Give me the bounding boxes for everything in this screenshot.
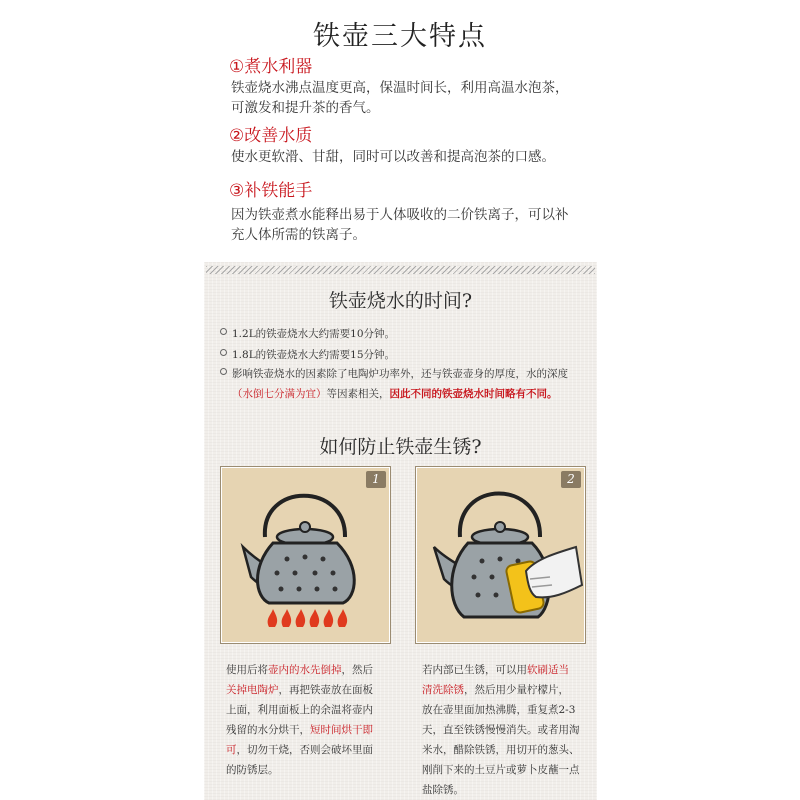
boil-bullet-3-text: 影响铁壶烧水的因素除了电陶炉功率外，还与铁壶壶身的厚度，水的深度: [232, 368, 568, 380]
left-desc-line-1-a: 使用后将: [226, 664, 268, 676]
boil-section-title: 铁壶烧水的时间?: [328, 290, 473, 312]
left-desc-line-2-b: ，再把铁壶放在面板: [278, 684, 373, 696]
left-desc-line-5: [226, 740, 391, 760]
feature-body-3-line-2: 充人体所需的铁离子。: [231, 227, 366, 243]
boil-bullet-2-text: 1.8L的铁壶烧水大约需要15分钟。: [232, 349, 396, 361]
right-desc-line-7: 盐除锈。: [422, 784, 464, 796]
bullet-circle-icon: [220, 349, 227, 356]
feature-body-1: [231, 78, 591, 118]
boil-note-red: （水倒七分满为宜）: [232, 388, 327, 400]
right-desc-line-2-b: ，然后用少量柠檬片，: [464, 684, 569, 696]
right-desc-line-5: 米水，醋除铁锈，用切开的葱头、: [422, 744, 580, 756]
left-desc-line-4-highlight: 短时间烘干即: [310, 724, 373, 736]
teapot-wiping-icon: [416, 467, 585, 643]
boil-bullet-1-text: 1.2L的铁壶烧水大约需要10分钟。: [232, 328, 396, 340]
feature-body-1-line-2: 可激发和提升茶的香气。: [231, 100, 380, 116]
left-desc-line-1: [226, 660, 391, 680]
right-desc-line-3: 放在壶里面加热沸腾，重复煮2-3: [422, 704, 576, 716]
card-number-2: 2: [561, 471, 581, 488]
card-number-1: 1: [366, 471, 386, 488]
left-desc-line-2-highlight: 关掉电陶炉: [226, 684, 279, 696]
boil-note: [232, 386, 558, 401]
right-desc-line-6: 刚削下来的土豆片或萝卜皮蘸一点: [422, 764, 580, 776]
left-desc-line-5-highlight: 可: [226, 744, 237, 756]
left-desc-line-4-a: 残留的水分烘干，: [226, 724, 310, 736]
left-desc-line-5-b: ，切勿干烧，否则会破坏里面: [236, 744, 373, 756]
bullet-circle-icon: [220, 328, 227, 335]
teapot-on-stove-icon: [221, 467, 390, 643]
illustration-card-1: [220, 466, 391, 644]
left-desc-line-6: 的防锈层。: [226, 764, 279, 776]
feature-heading-2: ②改善水质: [229, 126, 313, 146]
page-title: 铁壶三大特点: [313, 21, 487, 52]
right-desc-line-4: 天，直至铁锈慢慢消失。或者用淘: [422, 724, 580, 736]
feature-body-3-line-1: 因为铁壶煮水能释出易于人体吸收的二价铁离子，可以补: [231, 207, 569, 223]
feature-body-3: [231, 205, 591, 245]
hatch-divider: [206, 266, 595, 274]
feature-heading-1: ①煮水利器: [229, 57, 313, 77]
boil-note-middle: 等因素相关，: [326, 388, 390, 400]
right-desc-line-1-highlight: 软刷适当: [527, 664, 569, 676]
right-desc-line-1-a: 若内部已生锈，可以用: [422, 664, 527, 676]
right-description: [422, 660, 587, 800]
right-desc-line-1: [422, 660, 587, 680]
left-description: [226, 660, 391, 780]
right-desc-line-2-highlight: 清洗除锈: [422, 684, 464, 696]
illustration-card-2: [415, 466, 586, 644]
feature-heading-3: ③补铁能手: [229, 181, 313, 201]
left-desc-line-4: [226, 720, 391, 740]
feature-body-1-line-1: 铁壶烧水沸点温度更高，保温时间长，利用高温水泡茶，: [231, 80, 569, 96]
rust-section-title: 如何防止铁壶生锈?: [319, 436, 482, 458]
bullet-circle-icon: [220, 368, 227, 375]
left-desc-line-1-c: ，然后: [341, 664, 373, 676]
feature-body-2-line-1: 使水更软滑、甘甜，同时可以改善和提高泡茶的口感。: [231, 149, 555, 165]
left-desc-line-2: [226, 680, 391, 700]
left-desc-line-1-highlight: 壶内的水先倒掉: [268, 664, 342, 676]
right-desc-line-2: [422, 680, 587, 700]
feature-body-2: [231, 147, 591, 167]
boil-note-emphasis: 因此不同的铁壶烧水时间略有不同。: [389, 388, 558, 400]
left-desc-line-3: 上面，利用面板上的余温将壶内: [226, 704, 373, 716]
